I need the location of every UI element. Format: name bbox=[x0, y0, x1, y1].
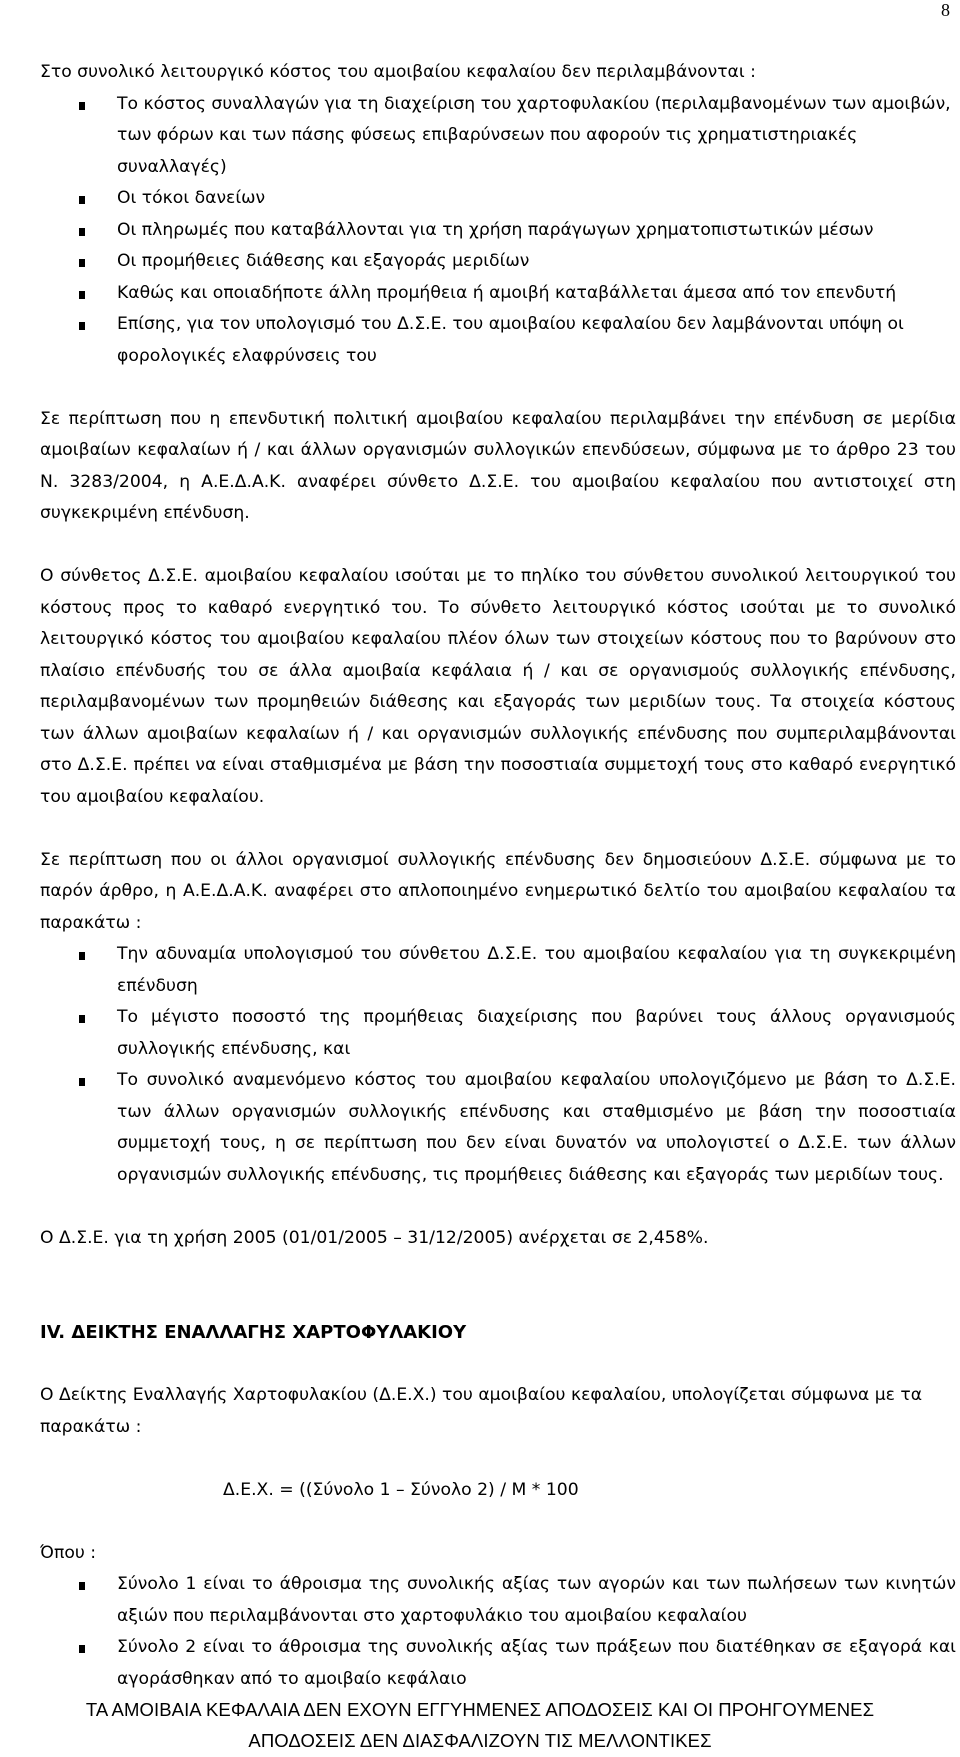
intro-line: Στο συνολικό λειτουργικό κόστος του αμοιβαίου κεφαλαίου δεν περιλαμβάνονται : bbox=[40, 62, 756, 82]
turnover-formula: Δ.Ε.Χ. = ((Σύνολο 1 – Σύνολο 2) / Μ * 100 bbox=[223, 1479, 579, 1500]
list-item: Καθώς και οποιαδήποτε άλλη προμήθεια ή αμοιβή καταβάλλεται άμεσα από τον επενδυτή bbox=[40, 278, 956, 310]
list-item: Το κόστος συναλλαγών για τη διαχείριση του χαρτοφυλακίου (περιλαμβανομένων των αμοιβών, των φόρων και των πάσης φύσεως επιβαρύνσεων που αφορούν τις χρηματιστηριακές συναλλαγές) bbox=[40, 89, 956, 184]
square-bullet-icon bbox=[79, 1569, 86, 1601]
paragraph-turnover: Ο Δείκτης Εναλλαγής Χαρτοφυλακίου (Δ.Ε.Χ.) του αμοιβαίου κεφαλαίου, υπολογίζεται σύμφωνα με τα παρακάτω : bbox=[40, 1385, 923, 1437]
paragraph-not-published: Σε περίπτωση που οι άλλοι οργανισμοί συλλογικής επένδυσης δεν δημοσιεύουν Δ.Σ.Ε. σύμφωνα με το παρόν άρθρο, η Α.Ε.Δ.Α.Κ. αναφέρει στο απλοποιημένο ενημερωτικό δελτίο του αμοιβαίου κεφαλαίου τα παρακάτω : bbox=[40, 849, 956, 933]
square-bullet-icon bbox=[79, 246, 86, 278]
square-bullet-icon bbox=[79, 309, 86, 341]
square-bullet-icon bbox=[79, 1632, 86, 1664]
list-item: Σύνολο 1 είναι το άθροισμα της συνολικής αξίας των αγορών και των πωλήσεων των κινητών αξιών που περιλαμβάνονται στο χαρτοφυλάκιο του αμοιβαίου κεφαλαίου bbox=[40, 1569, 956, 1632]
excluded-costs-list bbox=[40, 89, 956, 373]
section-heading: IV. ΔΕΙΚΤΗΣ ΕΝΑΛΛΑΓΗΣ ΧΑΡΤΟΦΥΛΑΚΙΟΥ bbox=[40, 1322, 467, 1343]
list-item: Το μέγιστο ποσοστό της προμήθειας διαχείρισης που βαρύνει τους άλλους οργανισμούς συλλογικής επένδυσης, και bbox=[40, 1002, 956, 1065]
where-label: Όπου : bbox=[40, 1542, 97, 1563]
square-bullet-icon bbox=[79, 1002, 86, 1034]
square-bullet-icon bbox=[79, 278, 86, 310]
list-item: Οι τόκοι δανείων bbox=[40, 183, 956, 215]
document-body bbox=[40, 57, 956, 1695]
square-bullet-icon bbox=[79, 1065, 86, 1097]
list-item: Σύνολο 2 είναι το άθροισμα της συνολικής αξίας των πράξεων που διατέθηκαν σε εξαγορά και αγοράσθηκαν από το αμοιβαίο κεφάλαιο bbox=[40, 1632, 956, 1695]
disclaimer-footer bbox=[0, 1694, 960, 1756]
where-list bbox=[40, 1569, 956, 1695]
square-bullet-icon bbox=[79, 89, 86, 121]
footer-line-2: ΑΠΟΔΟΣΕΙΣ ΔΕΝ ΔΙΑΣΦΑΛΙΖΟΥΝ ΤΙΣ ΜΕΛΛΟΝΤΙΚΕΣ bbox=[248, 1730, 712, 1751]
footer-line-1: ΤΑ ΑΜΟΙΒΑΙΑ ΚΕΦΑΛΑΙΑ ΔΕΝ ΕΧΟΥΝ ΕΓΓΥΗΜΕΝΕΣ ΑΠΟΔΟΣΕΙΣ ΚΑΙ ΟΙ ΠΡΟΗΓΟΥΜΕΝΕΣ bbox=[85, 1699, 875, 1720]
square-bullet-icon bbox=[79, 939, 86, 971]
list-item: Το συνολικό αναμενόμενο κόστος του αμοιβαίου κεφαλαίου υπολογιζόμενο με βάση το Δ.Σ.Ε. των άλλων οργανισμών συλλογικής επένδυσης και σταθμισμένο με βάση την ποσοστιαία συμμετοχή τους, η σε περίπτωση που δεν είναι δυνατόν να υπολογιστεί ο Δ.Σ.Ε. των άλλων οργανισμών συλλογικής επένδυσης, τις προμήθειες διάθεσης και εξαγοράς των μεριδίων τους. bbox=[40, 1065, 956, 1191]
page-number: 8 bbox=[941, 0, 950, 20]
list-item: Οι πληρωμές που καταβάλλονται για τη χρήση παράγωγων χρηματοπιστωτικών μέσων bbox=[40, 215, 956, 247]
paragraph-composite: Σε περίπτωση που η επενδυτική πολιτική αμοιβαίου κεφαλαίου περιλαμβάνει την επένδυση σε μερίδια αμοιβαίων κεφαλαίων ή / και άλλων οργανισμών συλλογικών επενδύσεων, σύμφωνα με το άρθρο 23 του Ν. 3283/2004, η Α.Ε.Δ.Α.Κ. αναφέρει σύνθετο Δ.Σ.Ε. του αμοιβαίου κεφαλαίου που αντιστοιχεί στη συγκεκριμένη επένδυση. bbox=[40, 408, 956, 523]
list-item: Την αδυναμία υπολογισμού του σύνθετου Δ.Σ.Ε. του αμοιβαίου κεφαλαίου για τη συγκεκριμένη επένδυση bbox=[40, 939, 956, 1002]
paragraph-ratio: Ο σύνθετος Δ.Σ.Ε. αμοιβαίου κεφαλαίου ισούται με το πηλίκο του σύνθετου συνολικού λειτουργικού του κόστους προς το καθαρό ενεργητικό του. Το σύνθετο λειτουργικό κόστος ισούται με το συνολικό λειτουργικό κόστος του αμοιβαίου κεφαλαίου πλέον όλων των στοιχείων κόστους που το βαρύνουν στο πλαίσιο επένδυσής του σε άλλα αμοιβαία κεφάλαια ή / και σε οργανισμούς συλλογικής επένδυσης, περιλαμβανομένων των προμηθειών διάθεσης και εξαγοράς των μεριδίων τους. Τα στοιχεία κόστους των άλλων αμοιβαίων κεφαλαίων ή / και οργανισμών συλλογικής επένδυσης που συμπεριλαμβάνονται στο Δ.Σ.Ε. πρέπει να είναι σταθμισμένα με βάση την ποσοστιαία συμμετοχή τους στο καθαρό ενεργητικό του αμοιβαίου κεφαλαίου. bbox=[40, 566, 956, 807]
not-published-list bbox=[40, 939, 956, 1191]
list-item: Επίσης, για τον υπολογισμό του Δ.Σ.Ε. του αμοιβαίου κεφαλαίου δεν λαμβάνονται υπόψη οι φορολογικές ελαφρύνσεις του bbox=[40, 309, 956, 372]
square-bullet-icon bbox=[79, 215, 86, 247]
paragraph-2005: Ο Δ.Σ.Ε. για τη χρήση 2005 (01/01/2005 – 31/12/2005) ανέρχεται σε 2,458%. bbox=[40, 1227, 709, 1248]
square-bullet-icon bbox=[79, 183, 86, 215]
list-item: Οι προμήθειες διάθεσης και εξαγοράς μεριδίων bbox=[40, 246, 956, 278]
